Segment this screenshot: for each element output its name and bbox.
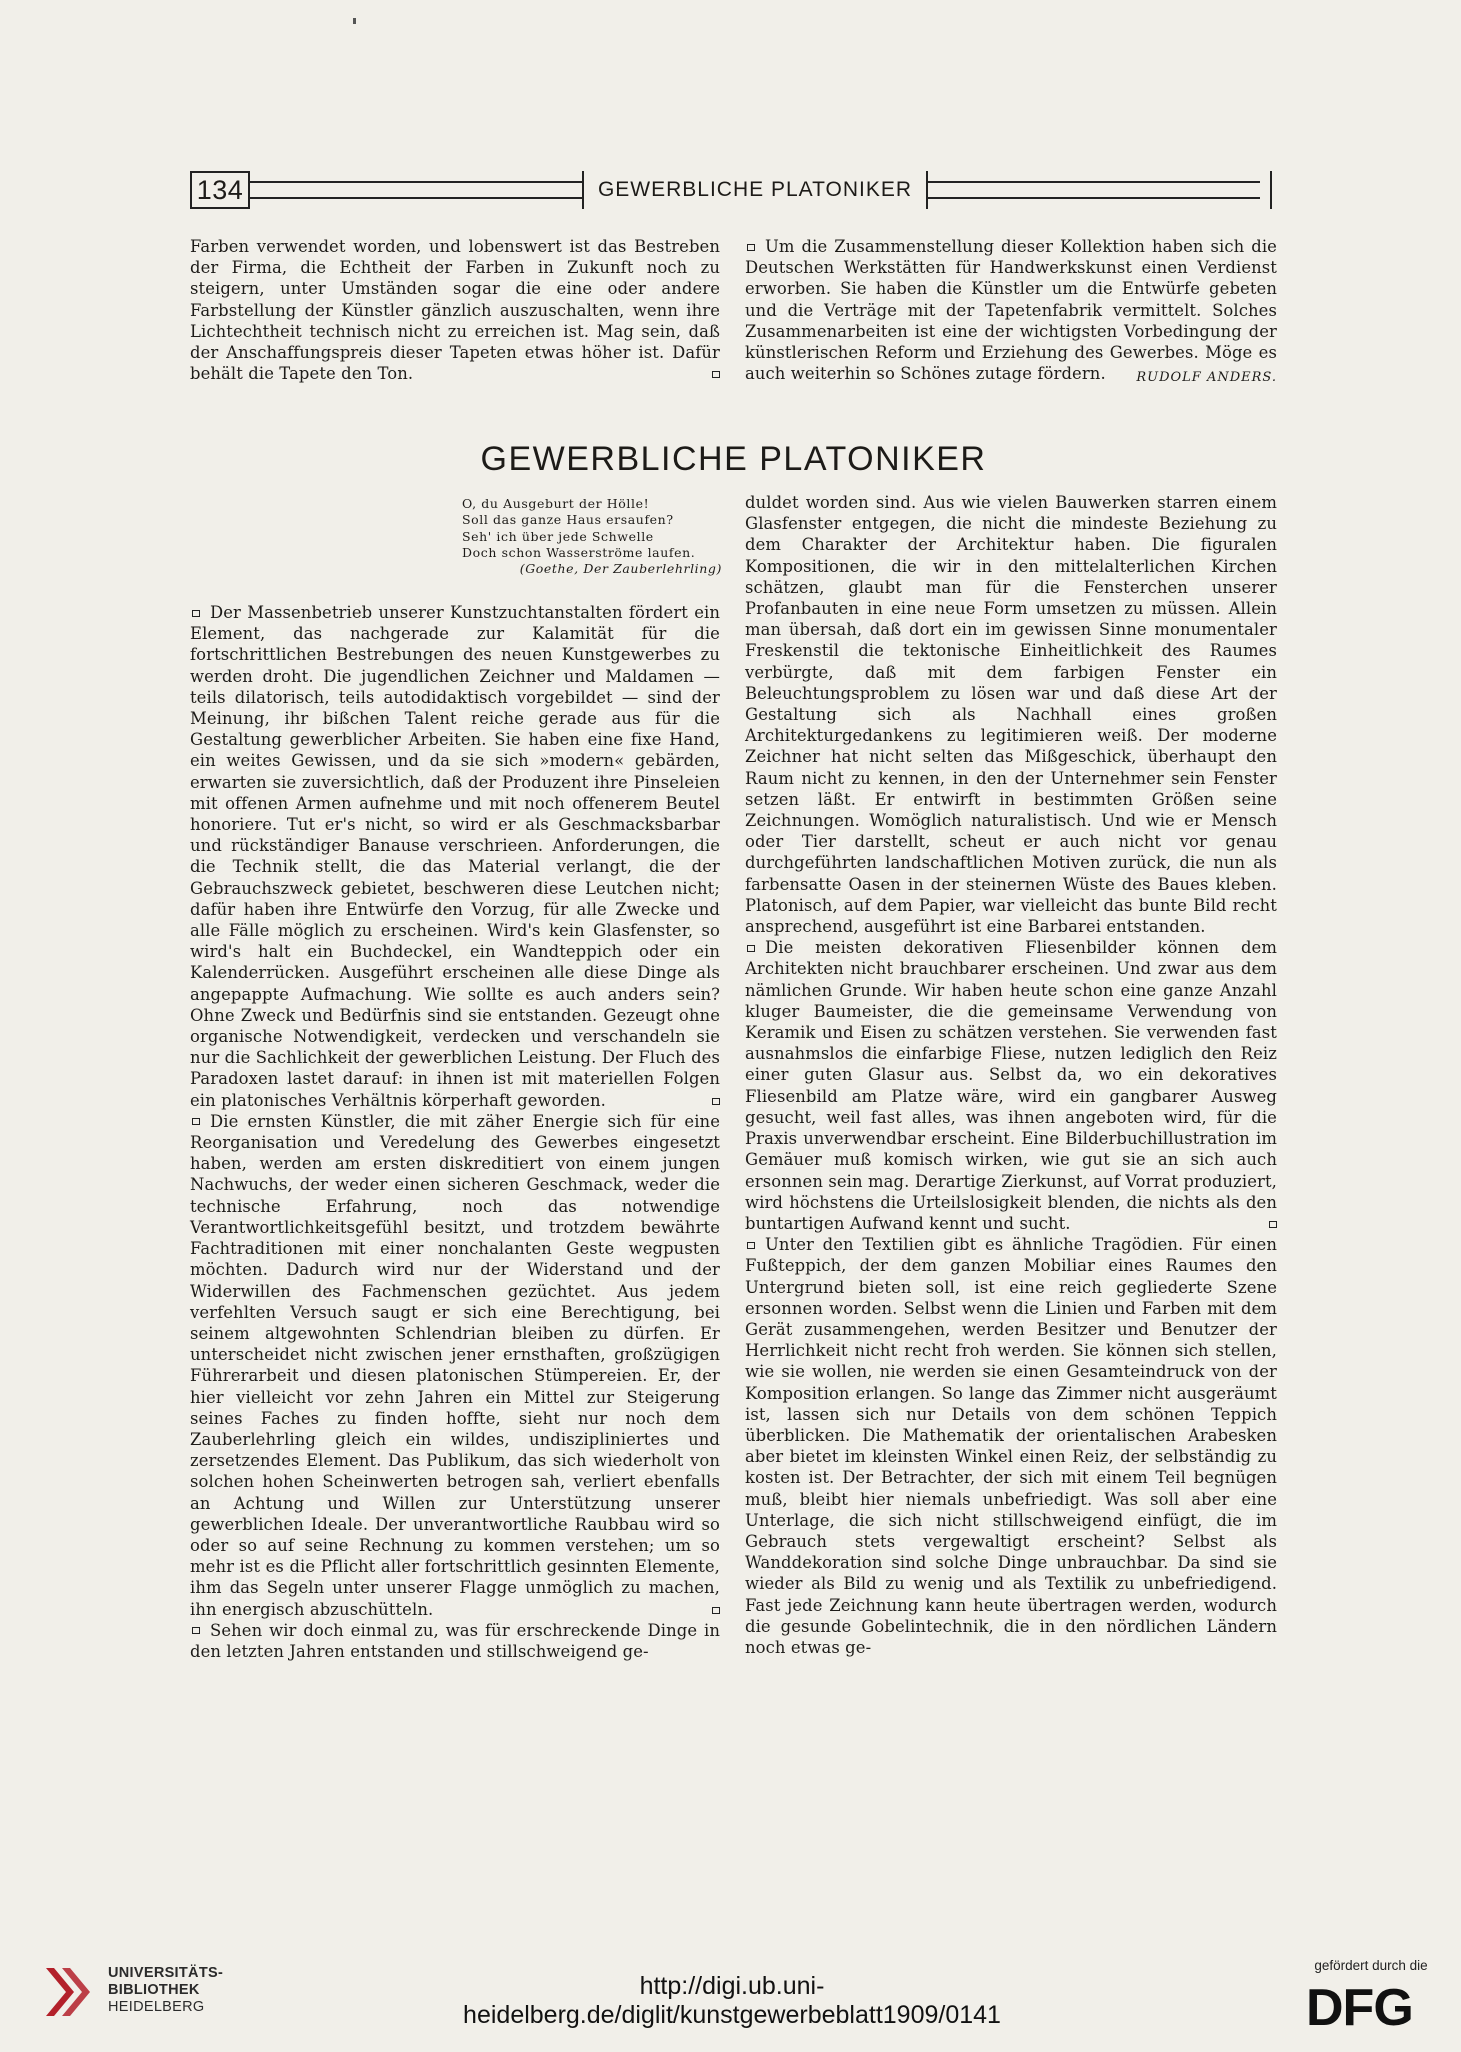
article-title: GEWERBLICHE PLATONIKER xyxy=(480,440,987,478)
motto xyxy=(462,496,722,577)
article-right-column xyxy=(745,492,1277,1658)
motto-source: (Goethe, Der Zauberlehrling) xyxy=(519,561,722,577)
article-paragraph: Sehen wir doch einmal zu, was für erschreckende Dinge in den letzten Jahren entstanden und stillschweigend ge- xyxy=(190,1620,720,1661)
article-paragraph: Unter den Textilien gibt es ähnliche Tragödien. Für einen Fußteppich, der dem ganzen Mobiliar eines Raumes den Untergrund bieten soll, ist eine reich gegliederte Szene ersonnen worden. Selbst wenn die Linien und Farben mit dem Gerät zusammengehen, werden Besitzer und Benutzer der Herrlichkeit nicht recht froh werden. Sie können sich stellen, wie sie wollen, nie werden sie einen Gesamteindruck von der Komposition erlangen. So lange das Zimmer nicht ausgeräumt ist, lassen sich nur Details von dem schönen Teppich überblicken. Die Mathematik der orientalischen Arabesken aber bietet im kleinsten Winkel einen Reiz, der selbständig zu kosten ist. Der Betrachter, der sich mit einem Teil begnügen muß, bleibt hier niemals unbefriedigt. Was soll aber eine Unterlage, die sich nicht stillschweigend einfügt, die im Gebrauch stets vergewaltigt erscheint? Selbst als Wanddekoration sind solche Dinge unbrauchbar. Da sind sie wieder als Bild zu wenig und als Textilik zu unbefriedigend. Fast jede Zeichnung kann heute übertragen werden, wodurch die gesunde Gobelintechnik, die in den nördlichen Ländern noch etwas ge- xyxy=(745,1235,1277,1657)
funding-label: gefördert durch die xyxy=(1314,1958,1428,1973)
motto-line: Soll das ganze Haus ersaufen? xyxy=(462,512,674,528)
author-signature: RUDOLF ANDERS. xyxy=(1136,370,1277,386)
university-library-logo-icon xyxy=(40,1962,98,2022)
motto-line: O, du Ausgeburt der Hölle! xyxy=(462,496,650,511)
previous-article-right-column xyxy=(745,236,1277,388)
page-number: 134 xyxy=(190,171,250,209)
paragraph-end-mark xyxy=(712,1607,720,1614)
library-name-line: UNIVERSITÄTS- xyxy=(108,1965,224,1981)
header-rule-left xyxy=(250,181,582,199)
article-paragraph: Die ernsten Künstler, die mit zäher Energie sich für eine Reorganisation und Veredelung des Gewerbes eingesetzt haben, werden am ersten diskreditiert von einem jungen Nachwuchs, der weder einen sicheren Geschmack, weder die technische Erfahrung, noch das notwendige Verantwortlichkeitsgefühl besitzt, und trotzdem bewährte Fachtraditionen mit einer nonchalanten Geste wegpusten möchten. Dadurch wird nur der Widerstand und der Widerwillen des Fachmenschen gezüchtet. Aus jedem verfehlten Versuch saugt er sich eine Berechtigung, bei seinem altgewohnten Schlendrian bleiben zu dürfen. Er unterscheidet nicht zwischen jener ernsthaften, großzügigen Führerarbeit und diesen platonischen Stümpereien. Er, der hier vielleicht vor zehn Jahren ein Mittel zur Steigerung seines Faches zu finden hoffte, sieht nur noch dem Zauberlehrling gleich ein wildes, undiszipliniertes und zersetzendes Element. Das Publikum, das sich wiederholt von solchen hohen Scheinwerten betrogen sah, verliert ebenfalls an Achtung und Willen zur Unterstützung unserer gewerblichen Ideale. Der unverantwortliche Raubbau wird so oder so auf seine Rechnung zu kommen verstehen; um so mehr ist es die Pflicht aller fortschrittlich gesinnten Elemente, ihm das Segeln unter unserer Flagge unmöglich zu machen, ihn energisch abzuschütteln. xyxy=(190,1111,720,1619)
header-end-rule xyxy=(1260,171,1272,209)
paragraph-mark xyxy=(192,610,200,617)
previous-article-paragraph: Farben verwendet worden, und lobenswert ist das Bestreben der Firma, die Echtheit der Farben in Zukunft noch zu steigern, unter Umständen sogar die eine oder andere Farbstellung der Künstler gänzlich auszuschalten, wenn ihre Lichtechtheit technisch nicht zu erreichen ist. Mag sein, daß der Anschaffungspreis dieser Tapeten etwas höher ist. Dafür behält die Tapete den Ton. xyxy=(190,237,720,384)
library-name xyxy=(108,1965,223,2016)
running-header xyxy=(190,170,1272,210)
library-name-line: HEIDELBERG xyxy=(108,1999,205,2015)
source-url-link[interactable]: http://digi.ub.uni-heidelberg.de/diglit/kunstgewerbeblatt1909/0141 xyxy=(463,1972,1001,2029)
paragraph-mark xyxy=(747,244,755,251)
paragraph-end-mark xyxy=(1269,1221,1277,1228)
article-paragraph: Die meisten dekorativen Fliesenbilder können dem Architekten nicht brauchbarer erscheinen. Und zwar aus dem nämlichen Grunde. Wir haben heute schon eine ganze Anzahl kluger Baumeister, die die gemeinsame Verwendung von Keramik und Eisen zu schätzen verstehen. Sie verwenden fast ausnahmslos die einfarbige Fliese, nutzen lediglich den Reiz einer guten Glasur aus. Selbst da, wo ein dekoratives Fliesenbild am Platze wäre, wird ein gangbarer Ausweg gesucht, weil fast alles, was ihnen angeboten wird, für die Praxis unverwendbar erscheint. Eine Bilderbuchillustration im Gemäuer muß komisch wirken, wie gut sie an sich auch ersonnen sein mag. Derartige Zierkunst, auf Vorrat produziert, wird höchstens die Urteilslosigkeit blenden, die nichts als den buntartigen Aufwand kennt und sucht. xyxy=(745,938,1277,1233)
article-paragraph: duldet worden sind. Aus wie vielen Bauwerken starren einem Glasfenster entgegen, die nicht die mindeste Beziehung zu dem Charakter der Architektur haben. Die figuralen Kompositionen, die wir in den mittelalterlichen Kirchen schätzen, glaubt man für die Fensterchen unserer Profanbauten in eine neue Form umsetzen zu müssen. Allein man übersah, daß dort ein im gewissen Sinne monumentaler Freskenstil die tektonische Einheitlichkeit des Raumes verbürgte, daß mit dem farbigen Fenster ein Beleuchtungsproblem zu lösen war und daß diese Art der Gestaltung sich als Nachhall eines großen Architekturgedankens zu legitimieren weiß. Der moderne Zeichner hat nicht selten das Mißgeschick, überhaupt den Raum nicht zu kennen, in den der Unternehmer sein Fenster setzen läßt. Er entwirft in bestimmten Größen seine Zeichnungen. Womöglich naturalistisch. Und wie er Mensch oder Tier darstellt, scheut er auch nicht vor genau durchgeführten landschaftlichen Motiven zurück, die nun als farbensatte Oasen in der steinernen Wüste des Baues kleben. Platonisch, auf dem Papier, war vielleicht das bunte Bild recht ansprechend, ausgeführt ist eine Barbarei entstanden. xyxy=(745,493,1277,937)
header-rule-right xyxy=(928,181,1260,199)
article-paragraph: Der Massenbetrieb unserer Kunstzuchtanstalten fördert ein Element, das nachgerade zur Kalamität für die fortschrittlichen Bestrebungen des neuen Kunstgewerbes zu werden droht. Die jugendlichen Zeichner und Maldamen — teils dilatorisch, teils autodidaktisch vorgebildet — sind der Meinung, ihr bißchen Talent reiche gerade aus für die Gestaltung gewerblicher Arbeiten. Sie haben eine fixe Hand, ein weites Gewissen, und da sie sich »modern« gebärden, erwarten sie zuversichtlich, daß der Produzent ihre Pinseleien mit offenen Armen aufnehme und mit noch offenerem Beutel honoriere. Tut er's nicht, so wird er als Geschmacksbarbar und rückständiger Banause verschrieen. Anforderungen, die die Technik stellt, die das Material verlangt, die der Gebrauchszweck gebietet, beschweren diese Leutchen nicht; dafür haben ihre Entwürfe den Vorzug, für alle Zwecke und alle Fälle möglich zu erscheinen. Wird's kein Glasfenster, so wird's halt ein Buchdeckel, ein Wandteppich oder ein Kalenderrücken. Ausgeführt erscheinen alle diese Dinge als angepappte Aufmachung. Wie sollte es auch anders sein? Ohne Zweck und Bedürfnis sind sie entstanden. Gezeugt ohne organische Notwendigkeit, verdecken und verschandeln sie nur die Sachlichkeit der gewerblichen Leistung. Der Fluch des Paradoxen lastet darauf: in ihnen ist mit materiellen Folgen ein platonisches Verhältnis körperhaft geworden. xyxy=(190,603,720,1110)
library-name-line: BIBLIOTHEK xyxy=(108,1982,200,1998)
article-left-column xyxy=(190,602,720,1662)
paragraph-mark xyxy=(747,945,755,952)
paragraph-mark xyxy=(192,1118,200,1125)
motto-line: Doch schon Wasserströme laufen. xyxy=(462,544,696,560)
paragraph-end-mark xyxy=(712,371,720,378)
paragraph-mark xyxy=(747,1242,755,1249)
paragraph-mark xyxy=(192,1627,200,1634)
dfg-logo: DFG xyxy=(1306,1979,1413,2037)
previous-article-paragraph: Um die Zusammenstellung dieser Kollektion haben sich die Deutschen Werkstätten für Handwerkskunst einen Verdienst erworben. Sie haben die Künstler um die Entwürfe gebeten und die Verträge mit der Tapetenfabrik vermittelt. Solches Zusammenarbeiten ist eine der wichtigsten Vorbedingung der künstlerischen Reform und Erziehung des Gewerbes. Möge es auch weiterhin so Schönes zutage fördern. RUDOLF ANDERS. xyxy=(745,236,1277,384)
previous-article-left-column xyxy=(190,236,720,384)
motto-line: Seh' ich über jede Schwelle xyxy=(462,528,654,544)
paragraph-end-mark xyxy=(712,1098,720,1105)
scan-speck xyxy=(353,18,356,24)
running-title: GEWERBLICHE PLATONIKER xyxy=(582,171,928,209)
